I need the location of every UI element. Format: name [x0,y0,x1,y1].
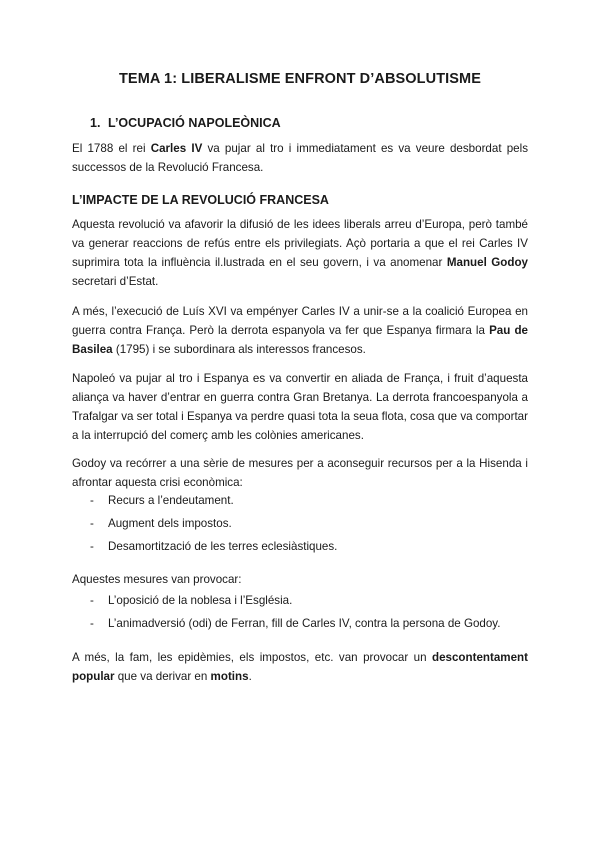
bullet: - [90,540,94,553]
paragraph-napoleon: Napoleó va pujar al tro i Espanya es va convertir en aliada de França, i fruit d’aquesta aliança va haver d’entrar en guerra contra Gran Bretanya. La derrota francoespanyola a Trafalgar va ser total i Espanya va perdre quasi tota la seua flota, cosa que va comportar a la interrupció del comerç amb les colònies americanes. [72,372,528,442]
text: va pujar al tro i immediatament es va veure desbordat pels successos de la Revolució Francesa. [72,142,528,174]
subheading: L’IMPACTE DE LA REVOLUCIÓ FRANCESA [72,193,329,207]
bold-text: motins [210,670,249,683]
section-number: 1. [90,116,101,130]
list-item-text: Augment dels impostos. [108,517,232,530]
consequences-list [72,591,528,637]
bold-text: Carles IV [150,142,203,155]
list-item [72,614,528,637]
list-item [72,591,528,614]
list-item-text: Desamortització de les terres eclesiàstiques. [108,540,338,553]
section-title: L’OCUPACIÓ NAPOLEÒNICA [108,116,281,130]
paragraph-consequences: Aquestes mesures van provocar: [72,573,242,586]
paragraph-godoy: Godoy va recórrer a una sèrie de mesures per a aconseguir recursos per a la Hisenda i afrontar aquesta crisi econòmica: [72,457,528,489]
list-item [72,537,528,560]
paragraph-execution [72,302,528,359]
text: (1795) i se subordinara als interessos francesos. [112,343,366,356]
list-item [72,491,528,514]
paragraph-riots [72,648,528,686]
list-item-text: L’oposició de la noblesa i l’Església. [108,594,293,607]
paragraph-revolution [72,215,528,291]
text: A més, l’execució de Luís XVI va empényer Carles IV a unir-se a la coalició Europea en guerra contra França. Però la derrota espanyola va fer que Espanya firmara la [72,305,528,337]
bullet: - [90,517,94,530]
list-item-text: L’animadversió (odi) de Ferran, fill de Carles IV, contra la persona de Godoy. [108,617,501,630]
measures-list [72,491,528,560]
text: secretari d’Estat. [72,275,159,288]
list-item-text: Recurs a l’endeutament. [108,494,234,507]
paragraph-intro [72,139,528,177]
bold-text: Manuel Godoy [446,256,529,269]
bullet: - [90,617,94,630]
text: Aquesta revolució va afavorir la difusió de les idees liberals arreu d’Europa, però també va generar reaccions de refús entre els privilegiats. Açò portaria a que el rei Carles IV suprimira tota la influència il.lustrada en el seu govern, i va anomenar [72,218,528,269]
text: A més, la fam, les epidèmies, els impostos, etc. van provocar un [72,651,432,664]
section-heading [90,116,281,130]
text: que va derivar en [114,670,211,683]
text: . [248,670,252,683]
list-item [72,514,528,537]
bold-text: Pau de Basilea [72,324,528,356]
bullet: - [90,494,94,507]
bold-text: descontentament popular [72,651,528,683]
bullet: - [90,594,94,607]
page-title: TEMA 1: LIBERALISME ENFRONT D’ABSOLUTISME [118,71,482,87]
text: El 1788 el rei [72,142,151,155]
